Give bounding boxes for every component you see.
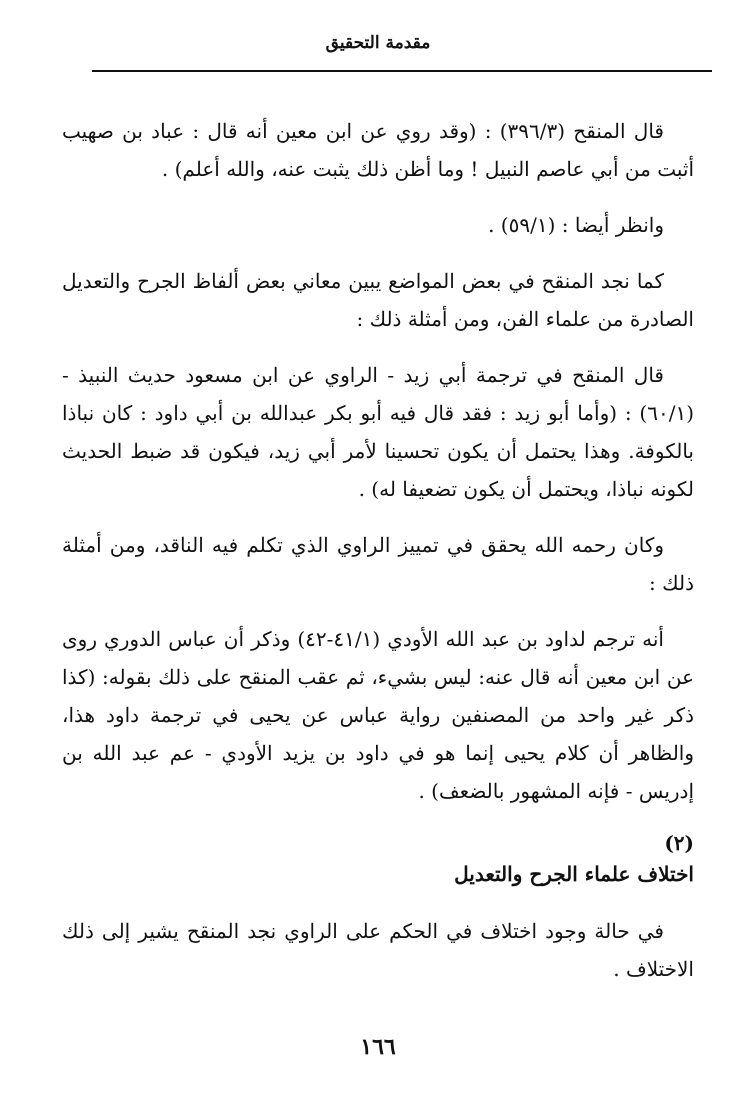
- section-title: اختلاف علماء الجرح والتعديل: [454, 862, 694, 886]
- paragraph-term-meanings: كما نجد المنقح في بعض المواضع يبين معاني بعض ألفاظ الجرح والتعديل الصادرة من علماء الفن، ومن أمثلة ذلك :: [62, 269, 694, 331]
- paragraph-quote-ibn-maeen: قال المنقح (٣٩٦/٣) : (وقد روي عن ابن معين أنه قال : عباد بن صهيب أثبت من أبي عاصم النبيل ! وما أظن ذلك يثبت عنه، والله أعلم) .: [62, 119, 694, 181]
- paragraph-disagreement: في حالة وجود اختلاف في الحكم على الراوي نجد المنقح يشير إلى ذلك الاختلاف .: [62, 919, 694, 981]
- header-rule: [92, 70, 712, 72]
- paragraph-narrator-distinction: وكان رحمه الله يحقق في تمييز الراوي الذي تكلم فيه الناقد، ومن أمثلة ذلك :: [62, 533, 694, 595]
- section-number: (٢): [664, 831, 694, 855]
- page-number: ١٦٦: [360, 1034, 396, 1060]
- running-head: مقدمة التحقيق: [325, 33, 431, 53]
- paragraph-see-also: وانظر أيضا : (٥٩/١) .: [488, 213, 664, 237]
- paragraph-abu-zaid: قال المنقح في ترجمة أبي زيد - الراوي عن ابن مسعود حديث النبيذ - (٦٠/١) : (وأما أبو زيد : فقد قال فيه أبو بكر عبدالله بن أبي داود : كان نباذا بالكوفة. وهذا يحتمل أن يكون تحسينا لأمر أبي زيد، فيكون قد ضبط الحديث لكونه نباذا، ويحتمل أن يكون تضعيفا له) .: [62, 363, 694, 501]
- paragraph-dawud-al-awdi: أنه ترجم لداود بن عبد الله الأودي (٤١/١-٤٢) وذكر أن عباس الدوري روى عن ابن معين أنه قال عنه: ليس بشيء، ثم عقب المنقح على ذلك بقوله: (كذا ذكر غير واحد من المصنفين رواية عباس عن يحيى في ترجمة داود هذا، والظاهر أن كلام يحيى إنما هو في داود بن يزيد الأودي - عم عبد الله بن إدريس - فإنه المشهور بالضعف) .: [62, 627, 694, 803]
- section-heading: [62, 828, 694, 890]
- body-text: [62, 112, 694, 1006]
